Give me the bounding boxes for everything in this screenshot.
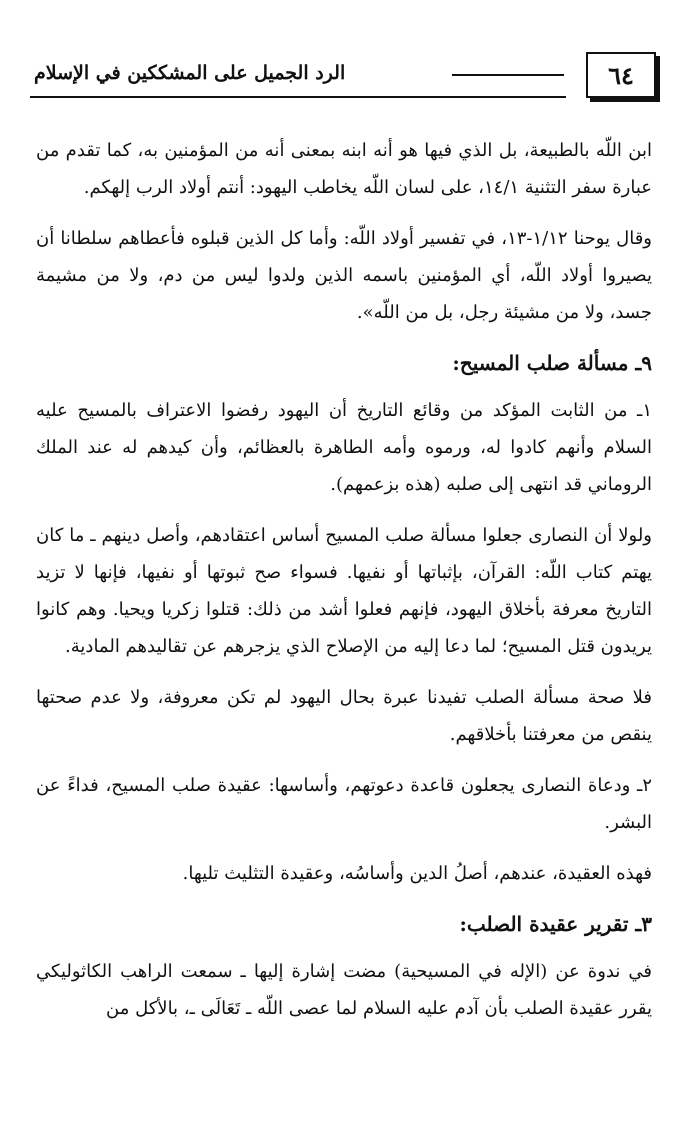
page-header (30, 50, 656, 106)
section-heading-crucifixion: ٩ـ مسألة صلب المسيح: (452, 351, 652, 375)
header-dash (452, 74, 564, 76)
header-rule (30, 96, 566, 98)
paragraph-8: في ندوة عن (الإله في المسيحية) مضت إشارة إليها ـ سمعت الراهب الكاثوليكي يقرر عقيدة الصلب بأن آدم عليه السلام لما عصى اللّه ـ تَعَالَى ـ، بالأكل من (36, 961, 652, 1019)
section-heading-doctrine: ٣ـ تقرير عقيدة الصلب: (459, 912, 652, 936)
running-title: الرد الجميل على المشككين في الإسلام (34, 62, 346, 84)
page-body (36, 132, 652, 1041)
paragraph-2: وقال يوحنا ١/١٢-١٣، في تفسير أولاد اللّه: وأما كل الذين قبلوه فأعطاهم سلطانا أن يصيروا أولاد اللّه، أي المؤمنين باسمه الذين ولدوا ليس من دم، ولا من مشيمة جسد، ولا من مشيئة رجل، بل من اللّه». (36, 228, 652, 323)
page-number: ٦٤ (586, 52, 656, 98)
paragraph-6: ٢ـ ودعاة النصارى يجعلون قاعدة دعوتهم، وأساسها: عقيدة صلب المسيح، فداءً عن البشر. (36, 775, 652, 833)
paragraph-7: فهذه العقيدة، عندهم، أصلُ الدين وأساسُه، وعقيدة التثليث تليها. (182, 863, 652, 884)
paragraph-3: ١ـ من الثابت المؤكد من وقائع التاريخ أن اليهود رفضوا الاعتراف بالمسيح عليه السلام وأنهم كادوا له، ورموه وأمه الطاهرة بالعظائم، وأن كيدهم له عند الملك الروماني قد انتهى إلى صلبه (هذه بزعمهم). (36, 400, 652, 495)
paragraph-5: فلا صحة مسألة الصلب تفيدنا عبرة بحال اليهود لم تكن معروفة، ولا عدم صحتها ينقص من معرفتنا بأخلاقهم. (36, 687, 652, 745)
paragraph-1: ابن اللّه بالطبيعة، بل الذي فيها هو أنه ابنه بمعنى أنه من المؤمنين به، كما تقدم من عبارة سفر التثنية ١٤/١، على لسان اللّه يخاطب اليهود: أنتم أولاد الرب إلهكم. (36, 140, 652, 198)
paragraph-4: ولولا أن النصارى جعلوا مسألة صلب المسيح أساس اعتقادهم، وأصل دينهم ـ ما كان يهتم كتاب اللّه: القرآن، بإثباتها أو نفيها. فسواء صح ثبوتها أو نفيها، فإنها لا تزيد التاريخ معرفة بأخلاق اليهود، فإنهم فعلوا أشد من ذلك: قتلوا زكريا ويحيا. وهم كانوا يريدون قتل المسيح؛ لما دعا إليه من الإصلاح الذي يزجرهم عن تقاليدهم المادية. (36, 525, 652, 657)
